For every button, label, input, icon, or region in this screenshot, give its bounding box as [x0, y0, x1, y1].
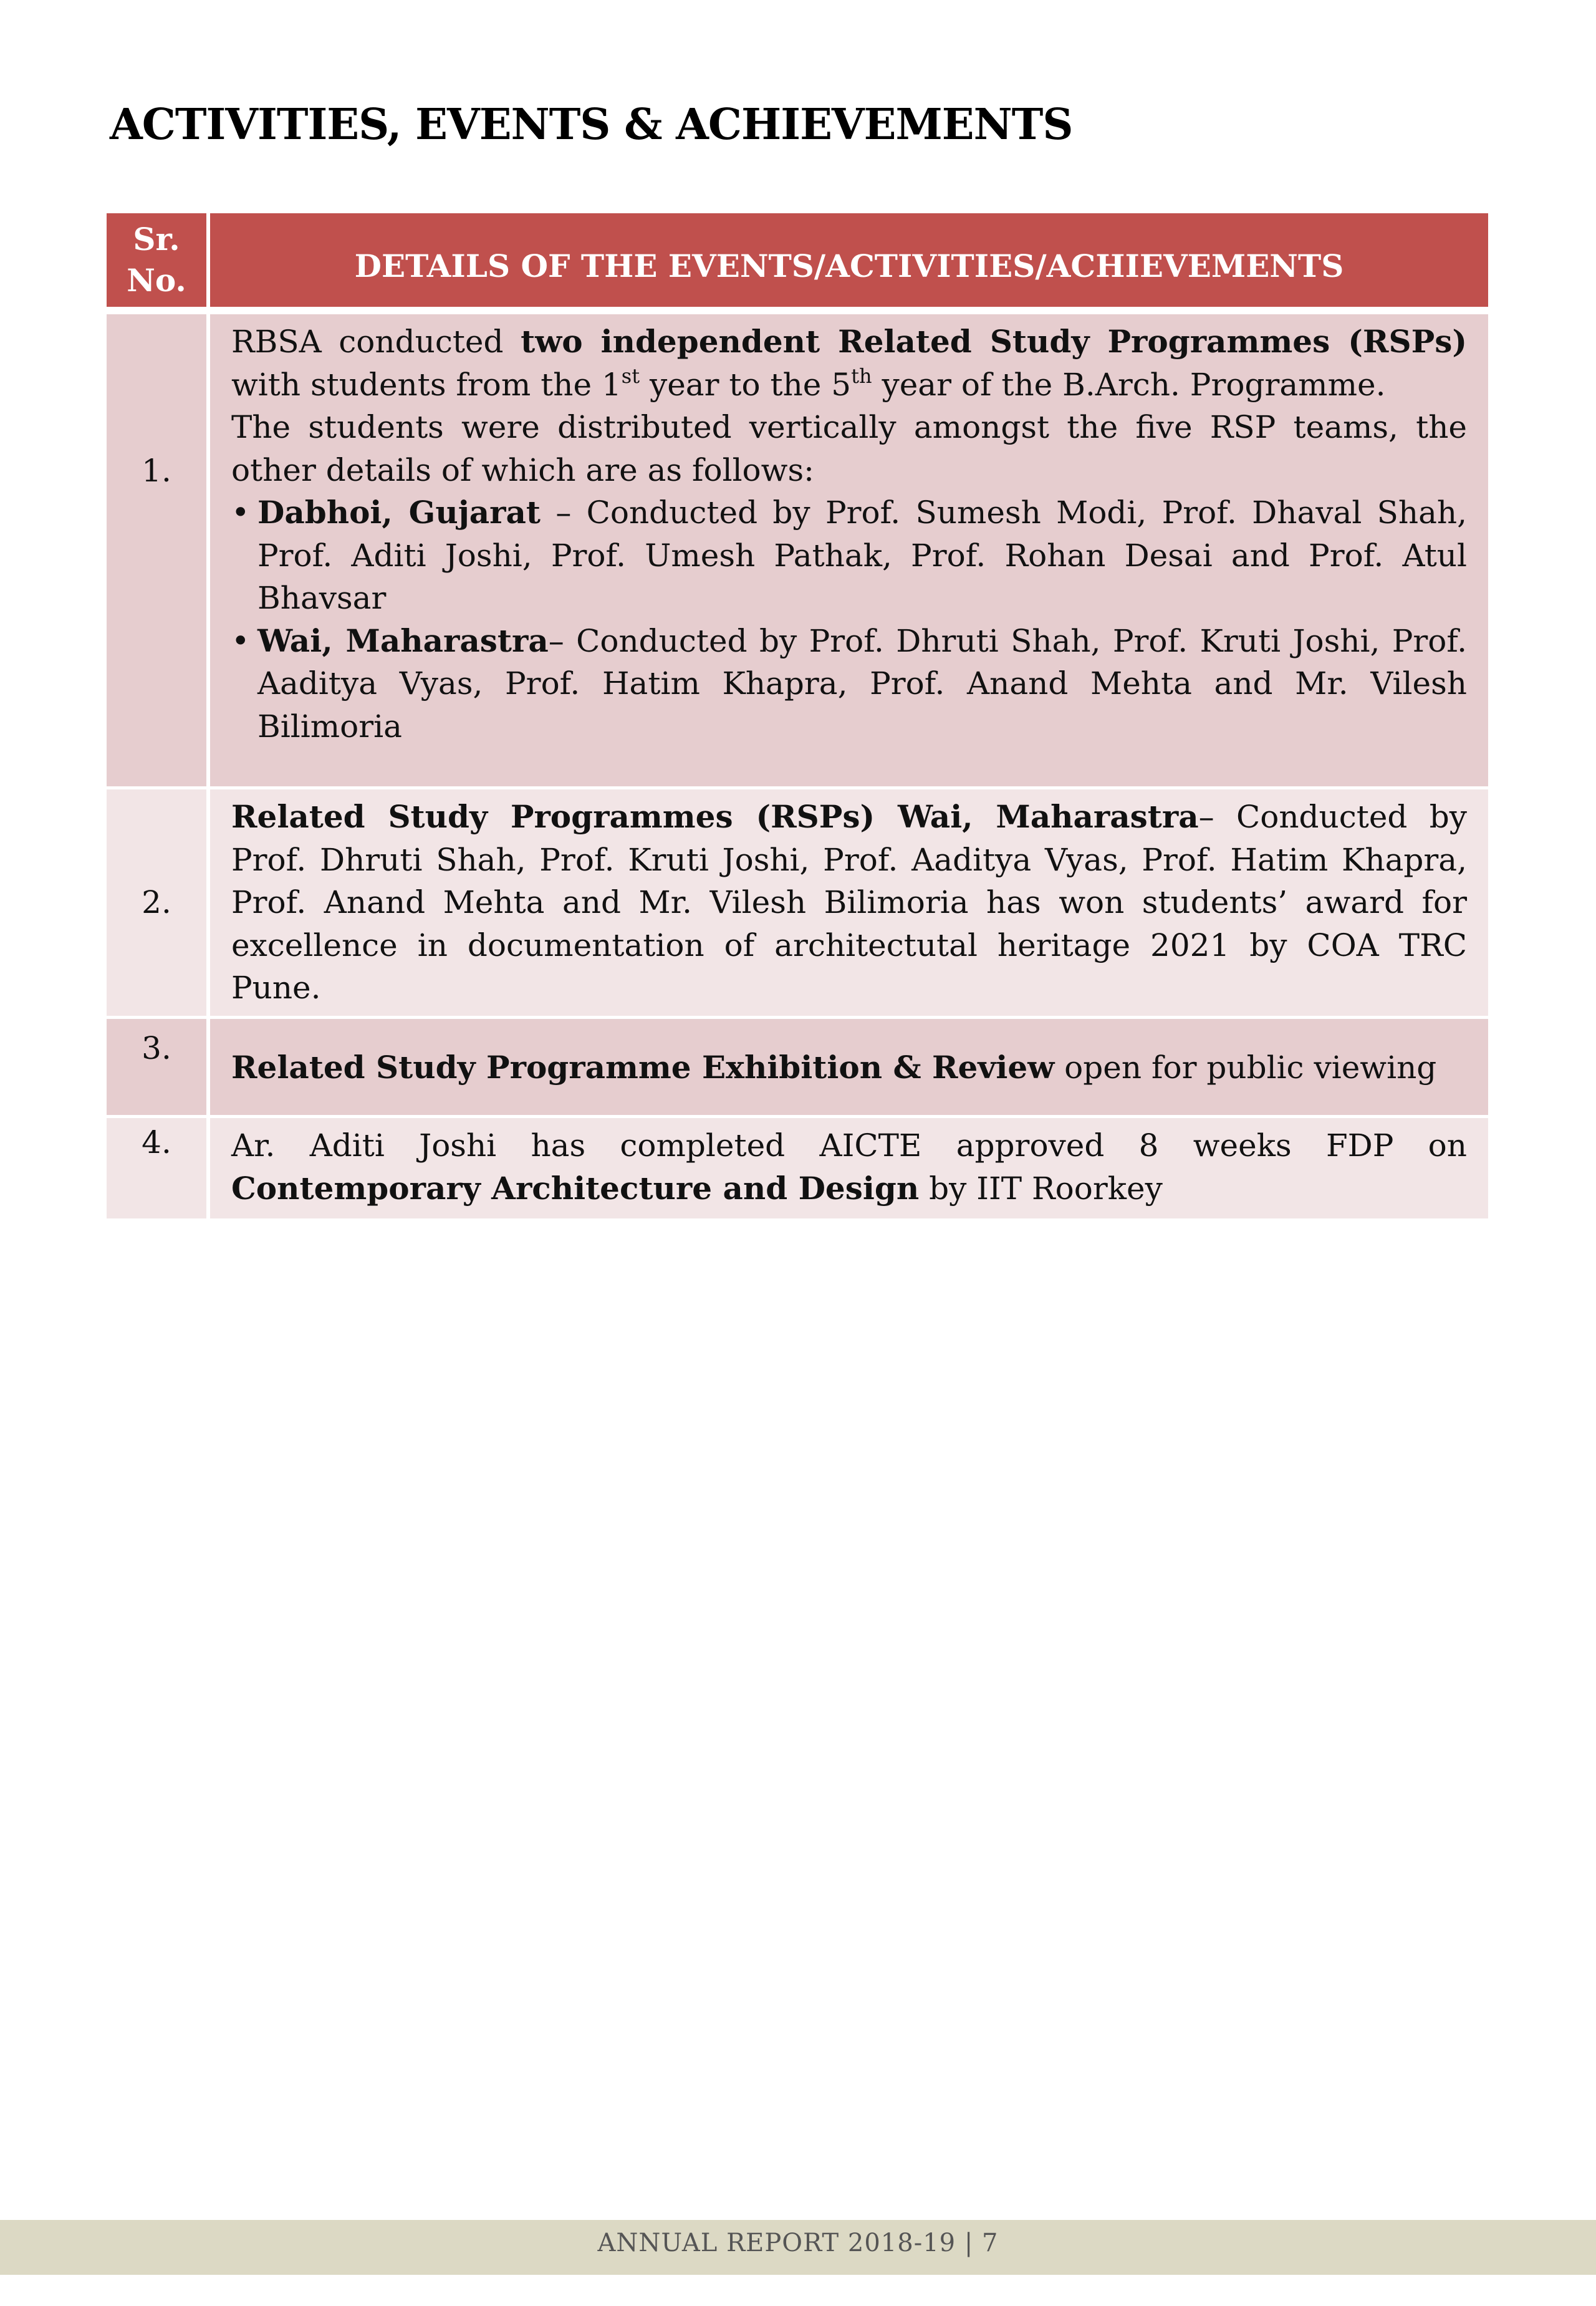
table-row	[107, 789, 1488, 1019]
row-details	[210, 1019, 1488, 1119]
text-span: – Conducted by Prof. Dhruti Shah, Prof. Kruti Joshi, Prof. Aaditya Vyas, Prof. Hatim Khapra, Prof. Anand Mehta and Mr. Vilesh Bilimoria has won students’ award for excellence in documentation of architectutal heritage 2021 by COA TRC Pune.	[231, 799, 1467, 1006]
text-span: year to the 5	[640, 366, 852, 403]
text-span: by IIT Roorkey	[919, 1170, 1163, 1207]
row-number: 1.	[107, 314, 210, 789]
row-number: 2.	[107, 789, 210, 1019]
bold-span: Related Study Programme Exhibition & Review	[231, 1048, 1055, 1086]
superscript: th	[851, 364, 872, 388]
text-span: Ar. Aditi Joshi has completed AICTE approved 8 weeks FDP on	[231, 1127, 1467, 1164]
footer-page-label: ANNUAL REPORT 2018-19 | 7	[597, 2229, 999, 2257]
superscript: st	[621, 364, 640, 388]
table-header-row	[107, 213, 1488, 314]
page-title: ACTIVITIES, EVENTS & ACHIEVEMENTS	[110, 100, 1073, 150]
header-details: DETAILS OF THE EVENTS/ACTIVITIES/ACHIEVEMENTS	[210, 213, 1488, 314]
row1-paragraph1	[231, 321, 1467, 406]
text-span: – Conducted by Prof. Sumesh Modi, Prof. Dhaval Shah, Prof. Aditi Joshi, Prof. Umesh Pathak, Prof. Rohan Desai and Prof. Atul Bhavsar	[257, 494, 1467, 616]
row1-paragraph2: The students were distributed vertically amongst the five RSP teams, the other details of which are as follows:	[231, 409, 1467, 488]
row-details	[210, 314, 1488, 789]
bold-span: Related Study Programmes (RSPs) Wai, Maharastra	[231, 798, 1199, 835]
table-row	[107, 1118, 1488, 1222]
text-span: year of the B.Arch. Programme.	[872, 366, 1386, 403]
header-sr-line1: Sr.	[133, 221, 180, 258]
bullet-icon: •	[231, 494, 250, 531]
bold-span: Wai, Maharastra	[257, 622, 549, 659]
list-item	[231, 491, 1467, 620]
header-sr-no	[107, 213, 210, 314]
bold-span: Contemporary Architecture and Design	[231, 1169, 920, 1207]
list-item	[231, 620, 1467, 748]
text-span: with students from the 1	[231, 366, 622, 403]
bold-span: two independent Related Study Programmes (RSPs)	[521, 323, 1468, 360]
rsp-team-list	[231, 491, 1467, 748]
row-number: 3.	[107, 1019, 210, 1119]
row-number: 4.	[107, 1118, 210, 1222]
text-span: RBSA conducted	[231, 324, 521, 360]
activities-table	[107, 213, 1488, 1222]
bold-span: Dabhoi, Gujarat	[257, 494, 541, 531]
table-row	[107, 1019, 1488, 1119]
bullet-icon: •	[231, 622, 250, 659]
row-details	[210, 789, 1488, 1019]
header-sr-line2: No.	[127, 262, 186, 299]
text-span: – Conducted by Prof. Dhruti Shah, Prof. Kruti Joshi, Prof. Aaditya Vyas, Prof. Hatim Khapra, Prof. Anand Mehta and Mr. Vilesh Bilimoria	[257, 622, 1467, 745]
text-span: open for public viewing	[1054, 1049, 1437, 1086]
row-details	[210, 1118, 1488, 1222]
table-row	[107, 314, 1488, 789]
